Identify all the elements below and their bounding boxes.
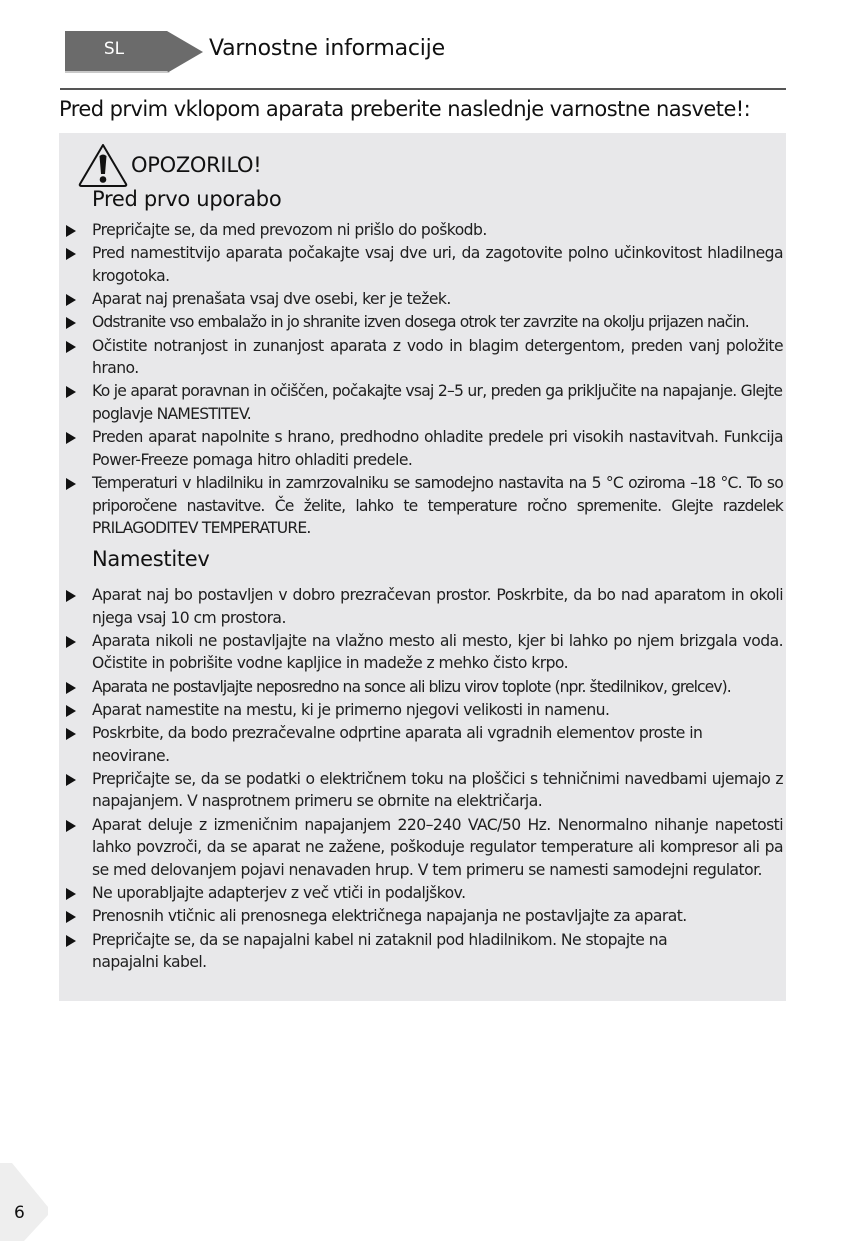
list-item: Aparat namestite na mestu, ki je primerno njegovi velikosti in namenu. [59,699,786,722]
page-number: 6 [14,1203,25,1223]
page-corner-shape [0,1163,50,1241]
list-item: Ko je aparat poravnan in očiščen, počakajte vsaj 2–5 ur, preden ga priključite na napajanje. Glejte poglavje NAMESTITEV. [59,380,786,425]
list-item: Aparat naj prenašata vsaj dve osebi, ker je težek. [59,288,786,311]
list-item: Temperaturi v hladilniku in zamrzovalniku se samodejno nastavita na 5 °C oziroma –18 °C. To so priporočene nastavitve. Če želite, lahko te temperature ročno spremenite. Glejte razdelek PRILAGODITEV TEMPERATURE. [59,472,786,540]
list-item: Ne uporabljajte adapterjev z več vtiči in podaljškov. [59,882,786,905]
bullet-arrow-icon [66,478,76,490]
list-item: Očistite notranjost in zunanjost aparata z vodo in blagim detergentom, preden vanj položite hrano. [59,335,786,380]
list-item: Aparat naj bo postavljen v dobro prezračevan prostor. Poskrbite, da bo nad aparatom in okoli njega vsaj 10 cm prostora. [59,584,786,629]
bullet-arrow-icon [66,774,76,786]
bullet-arrow-icon [66,728,76,740]
before-first-use-list [59,219,786,540]
bullet-arrow-icon [66,682,76,694]
bullet-arrow-icon [66,341,76,353]
list-item: Prepričajte se, da se napajalni kabel ni zataknil pod hladilnikom. Ne stopajte na napajalni kabel. [59,929,786,974]
heading-installation: Namestitev [92,547,210,571]
bullet-arrow-icon [66,935,76,947]
list-item: Aparata ne postavljajte neposredno na sonce ali blizu virov toplote (npr. štedilnikov, grelcev). [59,676,786,699]
warning-panel [59,133,786,1001]
bullet-arrow-icon [66,636,76,648]
list-item: Pred namestitvijo aparata počakajte vsaj dve uri, da zagotovite polno učinkovitost hladilnega krogotoka. [59,242,786,287]
bullet-arrow-icon [66,820,76,832]
list-item: Odstranite vso embalažo in jo shranite izven dosega otrok ter zavrzite na okolju prijazen način. [59,311,786,334]
bullet-arrow-icon [66,317,76,329]
bullet-arrow-icon [66,911,76,923]
bullet-arrow-icon [66,225,76,237]
list-item: Preden aparat napolnite s hrano, predhodno ohladite predele pri visokih nastavitvah. Funkcija Power-Freeze pomaga hitro ohladiti predele. [59,426,786,471]
list-item: Prepričajte se, da med prevozom ni prišlo do poškodb. [59,219,786,242]
list-item: Aparat deluje z izmeničnim napajanjem 220–240 VAC/50 Hz. Nenormalno nihanje napetosti lahko povzroči, da se aparat ne zažene, poškoduje regulator temperature ali kompresor ali pa se med delovanjem pojavi nenavaden hrup. V tem primeru se namesti samodejni regulator. [59,814,786,882]
bullet-arrow-icon [66,888,76,900]
list-item: Poskrbite, da bodo prezračevalne odprtine aparata ali vgradnih elementov proste in neovirane. [59,722,786,767]
page-number-tab [0,1163,50,1241]
bullet-arrow-icon [66,386,76,398]
bullet-arrow-icon [66,705,76,717]
bullet-arrow-icon [66,248,76,260]
warning-label: OPOZORILO! [131,153,262,177]
bullet-arrow-icon [66,590,76,602]
language-tab [65,31,203,73]
warning-triangle-icon [77,142,129,188]
list-item: Prenosnih vtičnic ali prenosnega električnega napajanja ne postavljajte za aparat. [59,905,786,928]
intro-heading: Pred prvim vklopom aparata preberite naslednje varnostne nasvete!: [59,97,751,121]
list-item: Aparata nikoli ne postavljajte na vlažno mesto ali mesto, kjer bi lahko po njem brizgala voda. Očistite in pobrišite vodne kapljice in madeže z mehko čisto krpo. [59,630,786,675]
language-code: SL [103,39,125,59]
list-item: Prepričajte se, da se podatki o električnem toku na ploščici s tehničnimi navedbami ujemajo z napajanjem. V nasprotnem primeru se obrnite na električarja. [59,768,786,813]
section-title: Varnostne informacije [209,36,445,61]
header-divider [60,88,786,90]
bullet-arrow-icon [66,432,76,444]
installation-list [59,584,786,974]
bullet-arrow-icon [66,294,76,306]
heading-before-first-use: Pred prvo uporabo [92,187,282,211]
warning-header [77,141,261,189]
